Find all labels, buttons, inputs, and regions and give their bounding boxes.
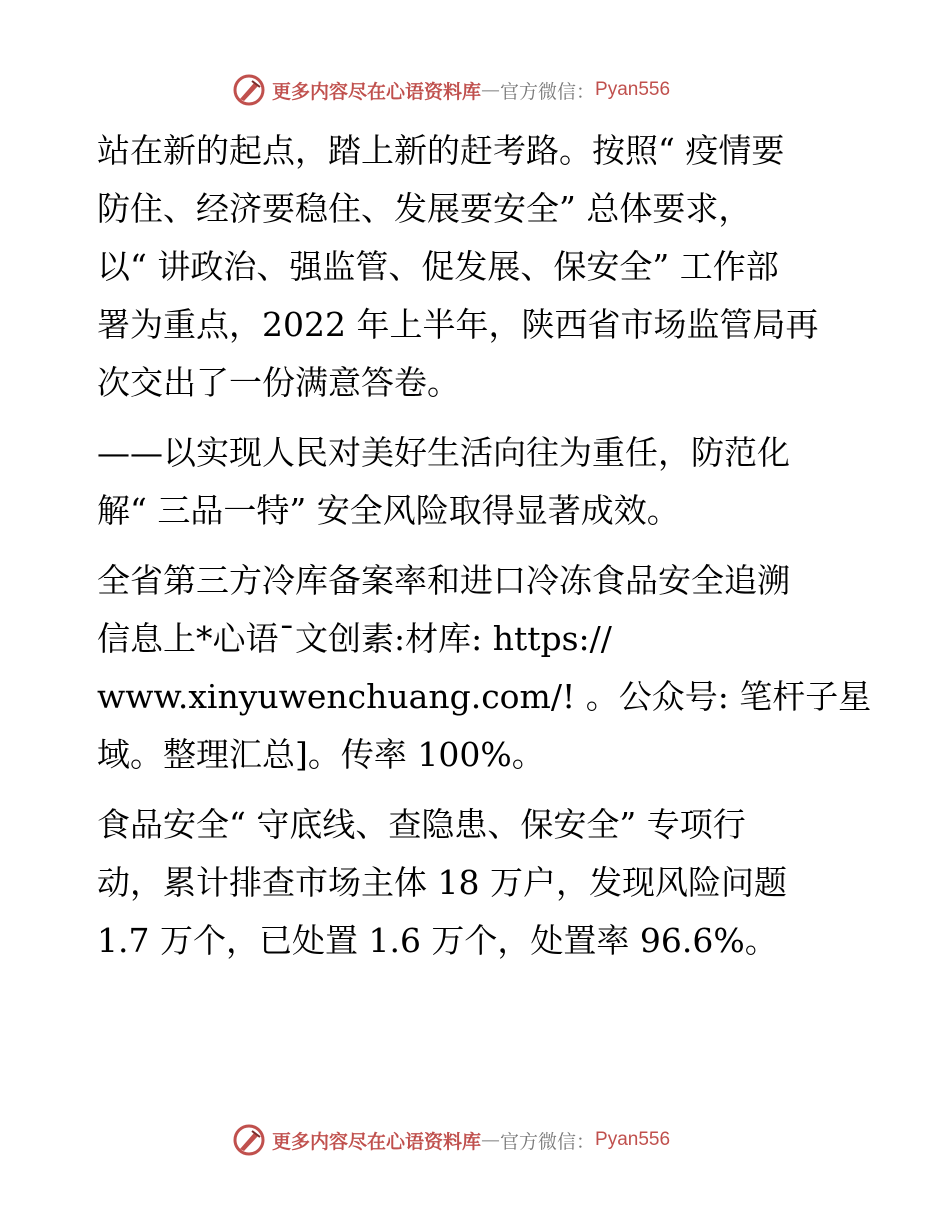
footer-banner <box>232 1122 670 1158</box>
text-line: 解“ 三品一特” 安全风险取得显著成效。 <box>97 491 680 530</box>
paragraph-safety-risk <box>97 424 857 540</box>
text-line: 动，累计排查市场主体 18 万户，发现风险问题 <box>97 863 787 902</box>
banner-wechat-id: Pyan556 <box>595 1129 671 1150</box>
text-line: 信息上*心语¯文创素:材库: https:// <box>97 619 612 658</box>
text-line: 域。整理汇总]。传率 100%。 <box>97 735 545 774</box>
pen-logo-icon <box>232 73 266 107</box>
text-line: 次交出了一份满意答卷。 <box>97 363 460 402</box>
paragraph-cold-storage <box>97 552 872 784</box>
text-line: 以“ 讲政治、强监管、促发展、保安全” 工作部 <box>97 247 779 286</box>
banner-wechat-id: Pyan556 <box>595 79 671 100</box>
banner-main-text: 更多内容尽在心语资料库 <box>272 1130 482 1153</box>
paragraph-intro <box>97 122 857 412</box>
text-line: 站在新的起点，踏上新的赶考路。按照“ 疫情要 <box>97 131 785 170</box>
text-line: 署为重点，2022 年上半年，陕西省市场监管局再 <box>97 305 819 344</box>
banner-dash: — <box>481 79 501 101</box>
text-line: 防住、经济要稳住、发展要安全” 总体要求， <box>97 189 752 228</box>
banner-main-text: 更多内容尽在心语资料库 <box>272 80 482 103</box>
banner-dash: — <box>481 1129 501 1151</box>
document-body <box>97 122 872 982</box>
banner-wechat-label: 官方微信： <box>500 1130 596 1153</box>
pen-logo-icon <box>232 1123 266 1157</box>
header-banner <box>232 72 670 108</box>
text-line: ——以实现人民对美好生活向往为重任，防范化 <box>97 433 790 472</box>
paragraph-food-safety-action <box>97 796 857 970</box>
text-line: www.xinyuwenchuang.com/! 。公众号: 笔杆子星 <box>97 677 872 716</box>
text-line: 食品安全“ 守底线、查隐患、保安全” 专项行 <box>97 805 746 844</box>
text-line: 全省第三方冷库备案率和进口冷冻食品安全追溯 <box>97 561 790 600</box>
banner-wechat-label: 官方微信： <box>500 80 596 103</box>
text-line: 1.7 万个，已处置 1.6 万个，处置率 96.6%。 <box>97 921 778 960</box>
